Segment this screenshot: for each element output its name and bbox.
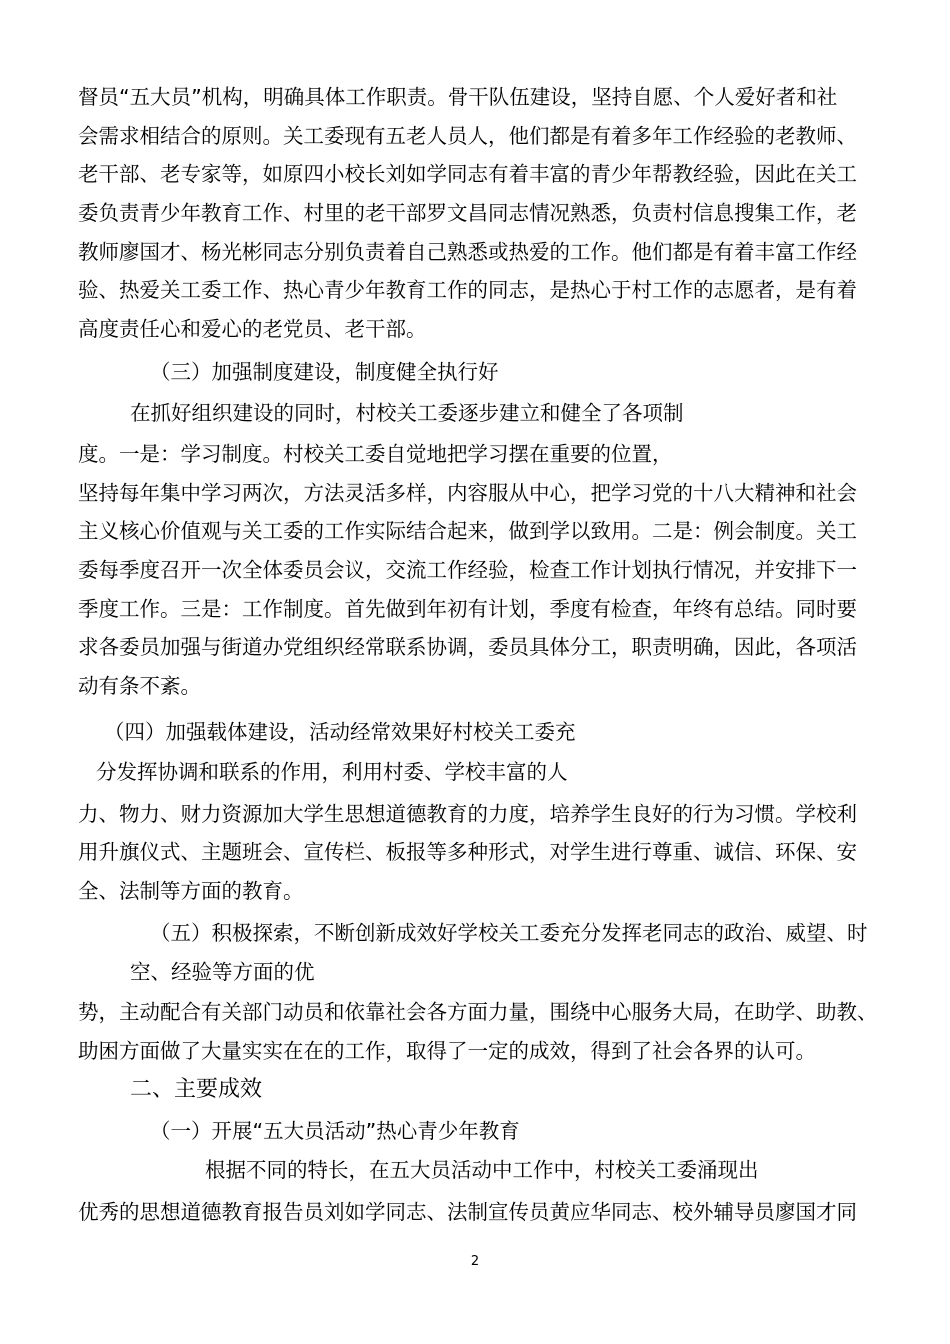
text-line: 老干部、老专家等，如原四小校长刘如学同志有着丰富的青少年帮教经验，因此在关工 [78, 162, 857, 186]
text-line: 教师廖国才、杨光彬同志分别负责着自己熟悉或热爱的工作。他们都是有着丰富工作经 [78, 240, 857, 264]
page-number: 2 [470, 1254, 480, 1269]
section-heading: （一）开展“五大员活动”热心青少年教育 [150, 1119, 520, 1143]
text-line: 委每季度召开一次全体委员会议，交流工作经验，检查工作计划执行情况，并安排下一 [78, 558, 857, 582]
chapter-heading: 二、主要成效 [130, 1077, 263, 1102]
section-heading: （三）加强制度建设，制度健全执行好 [150, 360, 499, 384]
text-line: 委负责青少年教育工作、村里的老干部罗文昌同志情况熟悉，负责村信息搜集工作，老 [78, 201, 857, 225]
text-line: 季度工作。三是：工作制度。首先做到年初有计划，季度有检查，年终有总结。同时要 [78, 597, 857, 621]
text-line: 分发挥协调和联系的作用，利用村委、学校丰富的人 [96, 760, 568, 784]
text-line: 助困方面做了大量实实在在的工作，取得了一定的成效，得到了社会各界的认可。 [78, 1039, 816, 1063]
text-line: 在抓好组织建设的同时，村校关工委逐步建立和健全了各项制 [130, 401, 684, 425]
text-line: 会需求相结合的原则。关工委现有五老人员人，他们都是有着多年工作经验的老教师、 [78, 124, 857, 148]
text-line: 根据不同的特长，在五大员活动中工作中，村校关工委涌现出 [205, 1158, 759, 1182]
text-line: 坚持每年集中学习两次，方法灵活多样，内容服从中心，把学习党的十八大精神和社会 [78, 481, 857, 505]
text-line: 动有条不紊。 [78, 674, 201, 698]
text-line: 势，主动配合有关部门动员和依靠社会各方面力量，围绕中心服务大局，在助学、助教、 [78, 1000, 878, 1024]
text-line: 度。一是：学习制度。村校关工委自觉地把学习摆在重要的位置， [78, 442, 673, 466]
text-line: 验、热爱关工委工作、热心青少年教育工作的同志，是热心于村工作的志愿者，是有着 [78, 278, 857, 302]
text-line: 督员“五大员”机构，明确具体工作职责。骨干队伍建设，坚持自愿、个人爱好者和社 [78, 85, 838, 109]
text-line: 优秀的思想道德教育报告员刘如学同志、法制宣传员黄应华同志、校外辅导员廖国才同 [78, 1200, 857, 1224]
section-heading: （四）加强载体建设，活动经常效果好村校关工委充 [104, 720, 576, 744]
text-line: 空、经验等方面的优 [130, 960, 315, 984]
section-heading: （五）积极探索，不断创新成效好学校关工委充分发挥老同志的政治、威望、时 [150, 921, 868, 945]
text-line: 用升旗仪式、主题班会、宣传栏、板报等多种形式，对学生进行尊重、诚信、环保、安 [78, 840, 857, 864]
text-line: 力、物力、财力资源加大学生思想道德教育的力度，培养学生良好的行为习惯。学校利 [78, 802, 857, 826]
text-line: 主义核心价值观与关工委的工作实际结合起来，做到学以致用。二是：例会制度。关工 [78, 519, 857, 543]
text-line: 求各委员加强与街道办党组织经常联系协调，委员具体分工，职责明确，因此，各项活 [78, 635, 857, 659]
text-line: 全、法制等方面的教育。 [78, 879, 304, 903]
text-line: 高度责任心和爱心的老党员、老干部。 [78, 317, 427, 341]
